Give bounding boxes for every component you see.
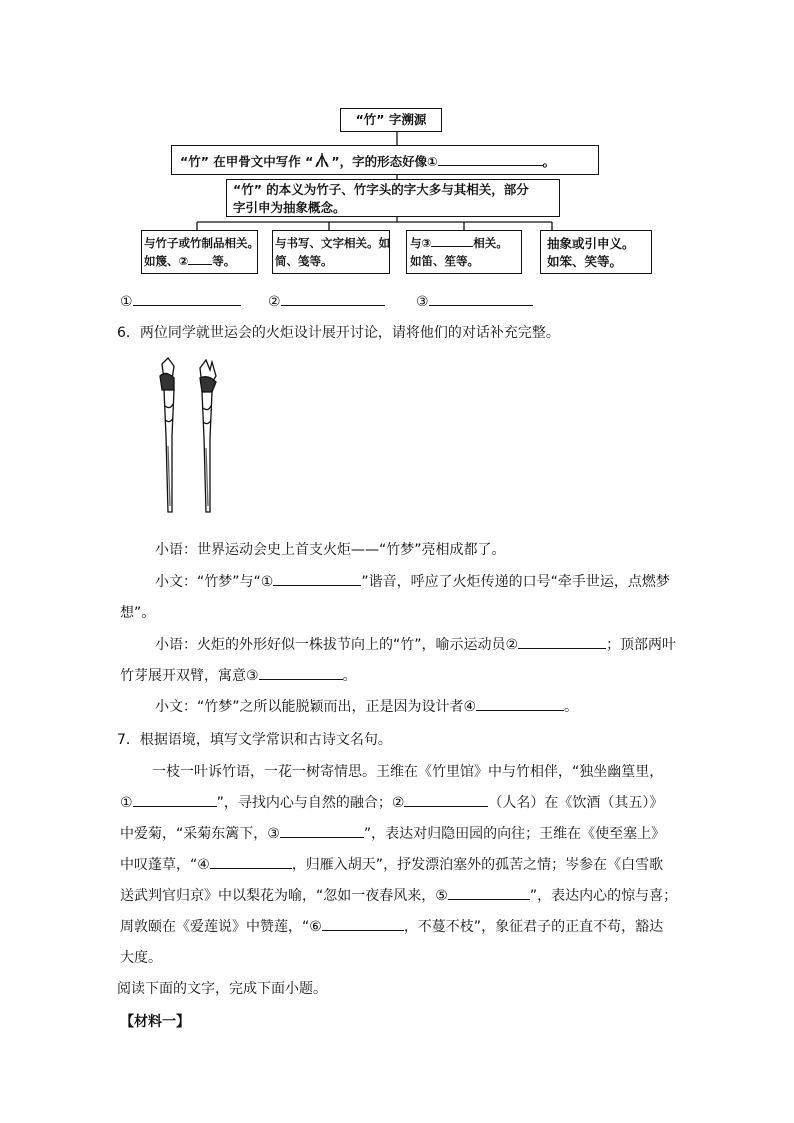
dialogue-1: 小语：世界运动会史上首支火炬——“竹梦”亮相成都了。: [155, 542, 506, 558]
dialogue-2: 小文：“竹梦”与“① ”谐音，呼应了火炬传递的口号“牵手世运，点燃梦: [155, 571, 670, 591]
original-meaning-line1: “竹” 的本义为竹子、竹字头的字大多与其相关，部分: [233, 182, 529, 197]
reading-instruction: 阅读下面的文字，完成下面小题。: [117, 981, 327, 997]
original-meaning-line2: 字引申为抽象概念。: [233, 200, 346, 215]
q7-title: 7．根据语境，填写文学常识和古诗文名句。: [117, 732, 392, 748]
oracle-bone-text-post: ”，字的形态好像①: [331, 154, 438, 169]
q7-line-4: 中叹蓬草，“④ ，归雁入胡天”，抒发漂泊塞外的孤苦之情；岑参在《白雪歌: [120, 854, 663, 874]
leaf-box-music: 与③ 相关。 如笛、笙等。: [406, 230, 522, 274]
q7-line-1: 一枝一叶诉竹语，一花一树寄情思。王维在《竹里馆》中与竹相伴，“独坐幽篁里，: [152, 764, 664, 780]
dialogue-3: 小语：火炬的外形好似一株拔节向上的“竹”，喻示运动员② ；顶部两叶: [155, 634, 676, 654]
oracle-bone-text-pre: “竹” 在甲骨文中写作 “: [180, 154, 314, 169]
dialogue-4: 小文：“竹梦”之所以能脱颖而出，正是因为设计者④ 。: [155, 696, 578, 716]
q7-line-7: 大度。: [120, 950, 162, 966]
q7-line-2: ① ”，寻找内心与自然的融合；② （人名）在《饮酒（其五）》: [120, 792, 663, 812]
leaf-box-bamboo: 与竹子或竹制品相关。 如篾、② 等。: [141, 230, 258, 274]
q6-blank-3-field[interactable]: [259, 665, 343, 680]
diagram-title: “竹” 字溯源: [355, 112, 427, 127]
leaf-box-abstract: 抽象或引申义。 如笨、笑等。: [540, 230, 652, 274]
diagram-title-box: [340, 108, 442, 132]
q6-blank-1-field[interactable]: [273, 571, 361, 586]
leaf-box-writing: 与书写、文字相关。如 简、笺等。: [272, 230, 390, 274]
q6-blank-2-field[interactable]: [518, 634, 606, 649]
blank-2-field[interactable]: [188, 252, 212, 265]
q7-blank-2-field[interactable]: [404, 792, 488, 807]
q7-line-6: 周敦颐在《爱莲说》中赞莲，“⑥ ，不蔓不枝”，象征君子的正直不苟，豁达: [120, 916, 663, 936]
q7-blank-4-field[interactable]: [210, 854, 292, 869]
torch-illustration: [150, 356, 230, 518]
answer-2-field[interactable]: [281, 291, 385, 306]
blank-3-field[interactable]: [431, 234, 473, 247]
q7-blank-3-field[interactable]: [280, 823, 364, 838]
q7-blank-1-field[interactable]: [133, 792, 217, 807]
answer-3-field[interactable]: [429, 291, 533, 306]
q7-line-3: 中爱菊，“采菊东篱下，③ ”，表达对归隐田园的向往；王维在《使至塞上》: [120, 823, 665, 843]
q7-blank-6-field[interactable]: [322, 916, 404, 931]
q7-blank-5-field[interactable]: [448, 885, 530, 900]
answer-1-field[interactable]: [133, 291, 241, 306]
original-meaning-box: [226, 179, 560, 217]
oracle-bone-box: “竹” 在甲骨文中写作 “ ”，字的形态好像① 。: [171, 145, 599, 175]
q6-title: 6．两位同学就世运会的火炬设计展开讨论，请将他们的对话补充完整。: [117, 325, 560, 341]
q6-blank-4-field[interactable]: [476, 696, 564, 711]
q7-line-5: 送武判官归京》中以梨花为喻，“忽如一夜春风来，⑤ ”，表达内心的惊与喜；: [120, 885, 677, 905]
blank-1-field[interactable]: [438, 151, 543, 166]
oracle-bone-bamboo-icon: [313, 152, 331, 168]
material-heading: 【材料一】: [120, 1014, 190, 1030]
